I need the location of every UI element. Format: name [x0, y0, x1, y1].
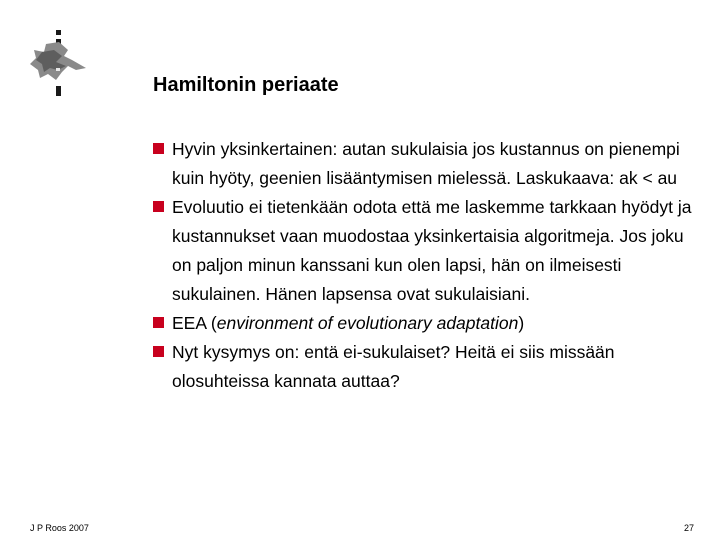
bullet-list	[153, 135, 698, 396]
square-bullet-icon	[153, 346, 164, 357]
page-number: 27	[683, 523, 694, 533]
bullet-text-emphasis: environment of evolutionary adaptation	[216, 313, 519, 333]
bullet-text-suffix: )	[518, 313, 525, 333]
logo	[26, 30, 90, 96]
bullet-item	[153, 338, 698, 396]
bullet-item	[153, 193, 698, 309]
square-bullet-icon	[153, 201, 164, 212]
bullet-text: Nyt kysymys on: entä ei-sukulaiset? Heitä ei siis missään olosuhteissa kannata auttaa?	[172, 342, 615, 391]
slide-title: Hamiltonin periaate	[153, 74, 339, 96]
university-emblem-icon	[26, 30, 90, 96]
bullet-text: Evoluutio ei tietenkään odota että me laskemme tarkkaan hyödyt ja kustannukset vaan muodostaa yksinkertaisia algoritmeja. Jos joku on paljon minun kanssani kun olen lapsi, hän on ilmeisesti sukulainen. Hänen lapsensa ovat sukulaisiani.	[172, 197, 692, 304]
bullet-text-prefix: EEA (	[172, 313, 217, 333]
square-bullet-icon	[153, 317, 164, 328]
square-bullet-icon	[153, 143, 164, 154]
bullet-item	[153, 135, 698, 193]
footer-author: J P Roos 2007	[30, 523, 89, 533]
bullet-text: Hyvin yksinkertainen: autan sukulaisia jos kustannus on pienempi kuin hyöty, geenien lisääntymisen mielessä. Laskukaava: ak < au	[172, 139, 680, 188]
bullet-item	[153, 309, 698, 338]
